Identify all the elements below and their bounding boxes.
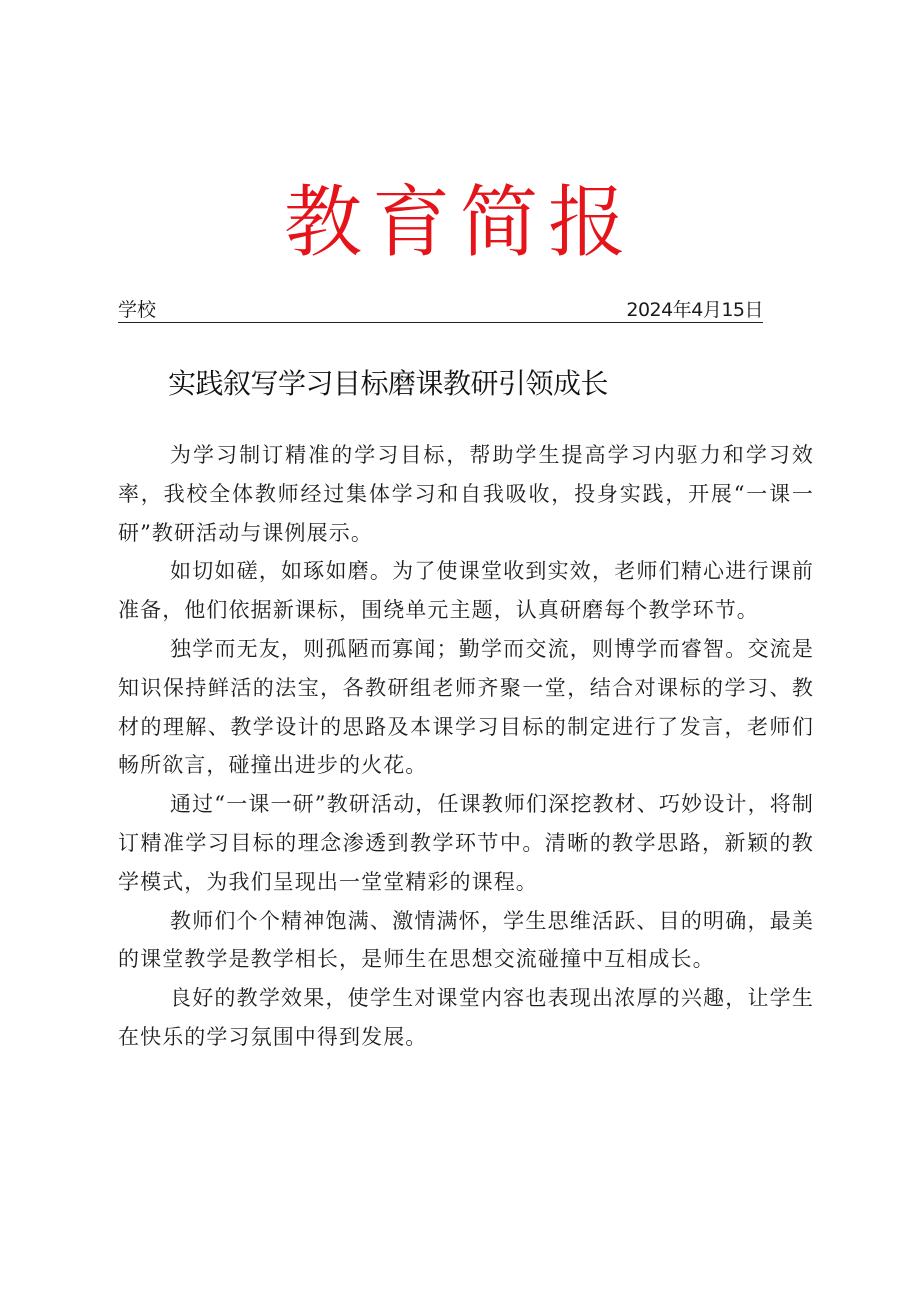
article-paragraph: 为学习制订精准的学习目标，帮助学生提高学习内驱力和学习效率，我校全体教师经过集体学习和自我吸收，投身实践，开展“一课一研”教研活动与课例展示。	[118, 443, 814, 545]
article-paragraph: 良好的教学效果，使学生对课堂内容也表现出浓厚的兴趣，让学生在快乐的学习氛围中得到发展。	[118, 986, 814, 1049]
newsletter-masthead: 教育简报	[283, 178, 636, 268]
article-paragraph: 独学而无友，则孤陋而寡闻；勤学而交流，则博学而睿智。交流是知识保持鲜活的法宝，各教研组老师齐聚一堂，结合对课标的学习、教材的理解、教学设计的思路及本课学习目标的制定进行了发言，老师们畅所欲言，碰撞出进步的火花。	[118, 636, 814, 778]
article-paragraph: 如切如磋，如琢如磨。为了使课堂收到实效，老师们精心进行课前准备，他们依据新课标，围绕单元主题，认真研磨每个教学环节。	[118, 559, 814, 623]
article-paragraph: 教师们个个精神饱满、激情满怀，学生思维活跃、目的明确，最美的课堂教学是教学相长，是师生在思想交流碰撞中互相成长。	[118, 908, 814, 972]
school-label: 学校	[118, 299, 157, 321]
issue-date: 2024年4月15日	[626, 299, 763, 321]
school-date-line	[118, 298, 763, 323]
article-title: 实践叙写学习目标磨课教研引领成长	[168, 367, 609, 400]
article-paragraph: 通过“一课一研”教研活动，任课教师们深挖教材、巧妙设计，将制订精准学习目标的理念渗透到教学环节中。清晰的教学思路，新颖的教学模式，为我们呈现出一堂堂精彩的课程。	[118, 792, 814, 894]
article-body	[118, 436, 814, 1057]
